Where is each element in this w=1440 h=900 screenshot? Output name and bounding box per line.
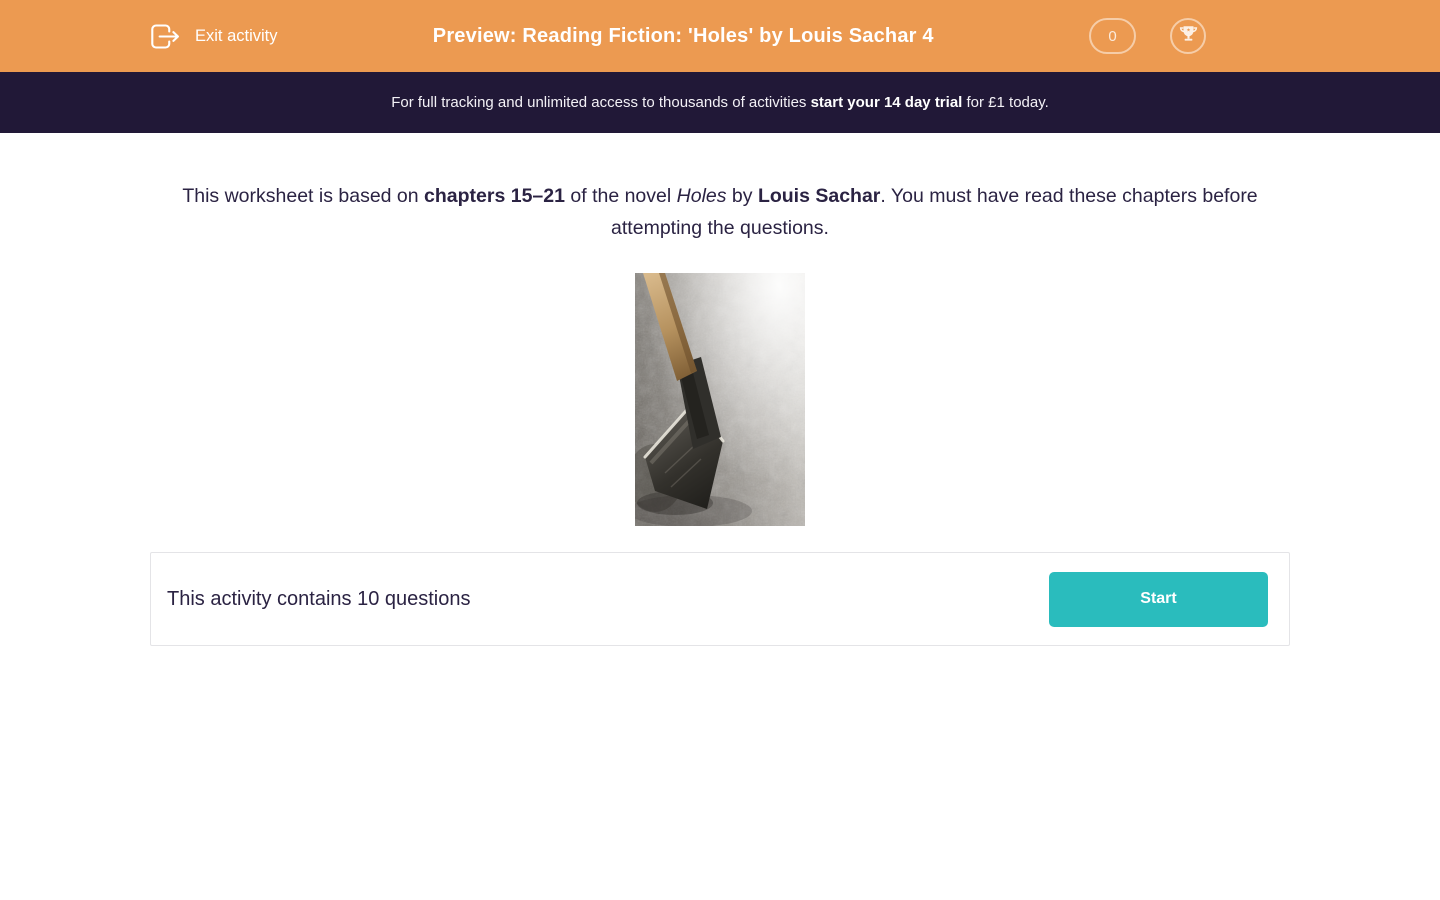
intro-chapters: chapters 15–21 bbox=[424, 185, 565, 207]
spade-photo-graphic bbox=[635, 273, 805, 526]
rewards-button[interactable] bbox=[1170, 18, 1206, 54]
trial-link[interactable]: start your 14 day trial bbox=[810, 94, 963, 111]
intro-text bbox=[150, 180, 1290, 244]
exit-activity-label: Exit activity bbox=[195, 26, 278, 45]
intro-book-title: Holes bbox=[676, 185, 727, 207]
activity-summary-card bbox=[150, 552, 1290, 646]
intro-seg1: This worksheet is based on bbox=[182, 185, 425, 207]
spade-photo bbox=[635, 273, 805, 526]
trial-banner-text bbox=[391, 94, 1049, 111]
trial-text-prefix: For full tracking and unlimited access to thousands of activities bbox=[391, 94, 811, 111]
trophy-icon bbox=[1177, 23, 1200, 49]
intro-seg7: . You must have read these chapters before attempting the questions. bbox=[611, 185, 1258, 239]
exit-icon bbox=[150, 23, 183, 50]
score-value: 0 bbox=[1108, 27, 1117, 45]
start-button[interactable]: Start bbox=[1049, 572, 1268, 627]
intro-seg5: by bbox=[726, 185, 758, 207]
main-content bbox=[150, 180, 1290, 646]
exit-activity-button[interactable] bbox=[150, 23, 278, 50]
trial-text-suffix: for £1 today. bbox=[962, 94, 1049, 111]
intro-author: Louis Sachar bbox=[757, 185, 881, 207]
header-status-group bbox=[1089, 18, 1206, 54]
score-badge bbox=[1089, 18, 1136, 54]
header-bar bbox=[0, 0, 1440, 72]
trial-banner bbox=[0, 72, 1440, 133]
page-title: Preview: Reading Fiction: 'Holes' by Louis Sachar 4 bbox=[432, 24, 934, 47]
intro-seg3: of the novel bbox=[564, 185, 677, 207]
question-count-text: This activity contains 10 questions bbox=[167, 587, 471, 610]
